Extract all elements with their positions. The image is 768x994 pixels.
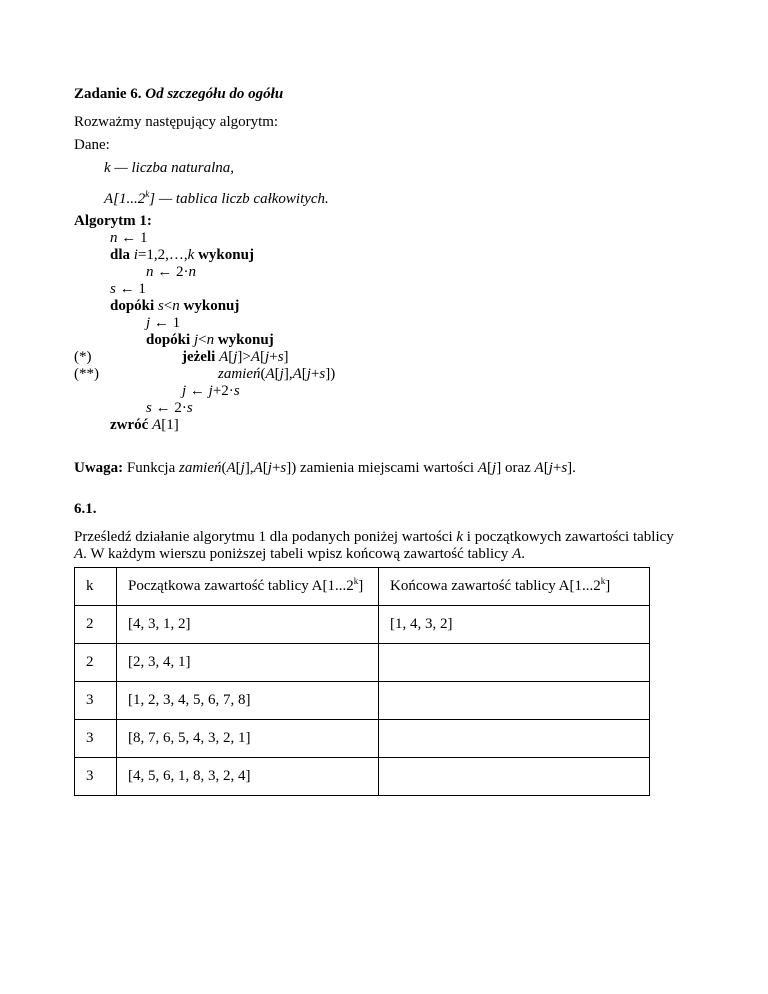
given-k: k — liczba naturalna, [104,160,234,176]
note-text: zamienia miejscami wartości [296,460,478,476]
algo-var: j [279,366,284,382]
algo-keyword: wykonuj [194,247,254,263]
algo-var: s [186,400,193,416]
note-text: Funkcja [123,460,179,476]
algo-text: ← 2· [153,264,189,280]
algo-var: A [219,349,229,365]
algo-var: j [233,349,238,365]
algo-keyword: dopóki [146,332,194,348]
algo-text: ], [283,366,293,382]
algo-text: [ [228,349,234,365]
section-number: 6.1. [74,501,97,517]
algo-var: s [319,366,326,382]
note [74,459,576,477]
algo-line-12 [110,416,179,434]
algo-var: A [250,349,261,365]
algo-text: ← 1 [117,230,148,246]
table-row [75,606,650,644]
cell-k: 2 [75,644,117,682]
cell-k: 3 [75,758,117,796]
algo-line-7 [146,331,274,349]
section-text: . [521,546,525,562]
algo-keyword: dla [110,247,134,263]
note-text: ], [244,460,254,476]
header-initial-end: ] [358,578,364,594]
algo-line-11 [146,399,193,417]
algo-text: + [310,366,320,382]
given-array-suffix: ] — tablica liczb całkowitych. [149,191,329,207]
task-heading [74,85,283,103]
algo-keyword: jeżeli [182,349,220,365]
cell-k: 3 [75,682,117,720]
section-text: . W każdym wierszu poniższej tabeli wpisz końcową zawartość tablicy [83,546,513,562]
algo-line-5 [110,297,239,315]
cell-initial: [8, 7, 6, 5, 4, 3, 2, 1] [117,720,379,758]
algo-text: ] [283,349,289,365]
cell-initial: [4, 3, 1, 2] [117,606,379,644]
algo-text: [ [274,366,280,382]
algo-text: < [198,332,207,348]
cell-final[interactable] [379,644,650,682]
note-text: ]) [286,460,297,476]
algo-var: s [277,349,284,365]
table-header-row [75,568,650,606]
cell-final[interactable]: [1, 4, 3, 2] [379,606,650,644]
algo-var: j [265,349,270,365]
header-final-end: ] [605,578,611,594]
algo-var: A [292,366,302,382]
note-var: j [267,460,272,476]
algo-var: n [206,332,215,348]
algo-text: ← 1 [115,281,146,297]
header-final [379,568,650,606]
intro-text: Rozważmy następujący algorytm: [74,114,279,130]
given-array-prefix: A[1...2 [104,191,146,207]
given-array [104,190,329,208]
header-initial-sup: k [353,576,359,586]
algo-marker-double-star: (**) [74,366,99,382]
algo-text: [ [260,349,266,365]
table-row [75,720,650,758]
algo-text: ← 1 [150,315,181,331]
algo-var: n [188,264,196,280]
note-text: [ [543,460,549,476]
algo-var: k [187,247,195,263]
cell-initial: [1, 2, 3, 4, 5, 6, 7, 8] [117,682,379,720]
algo-var: j [208,383,213,399]
note-function: zamień [179,460,222,476]
algo-var: i [133,247,138,263]
cell-k: 2 [75,606,117,644]
algo-text: ]> [237,349,251,365]
note-var: s [561,460,568,476]
note-var: A [226,460,236,476]
cell-k: 3 [75,720,117,758]
algo-text: + [269,349,278,365]
algo-line-9 [218,365,335,383]
given-array-sup: k [145,189,150,199]
algo-var: j [306,366,311,382]
note-var: j [548,460,553,476]
table-row [75,682,650,720]
algo-line-6 [146,314,180,332]
section-paragraph-line-1 [74,528,674,546]
section-var: k [456,529,464,545]
algorithm-title: Algorytm 1: [74,213,152,229]
algo-keyword: wykonuj [214,332,274,348]
cell-final[interactable] [379,758,650,796]
algo-text: ← [186,383,209,399]
section-var: A [74,546,84,562]
task-title: Od szczegółu do ogółu [145,86,284,102]
section-paragraph-line-2 [74,545,525,563]
algo-var: n [172,298,180,314]
note-text: + [552,460,562,476]
header-initial-text: Początkowa zawartość tablicy A[1...2 [128,578,354,594]
algo-line-8 [182,348,289,366]
algo-var: n [146,264,154,280]
algo-line-3 [146,263,196,281]
algo-keyword: dopóki [110,298,158,314]
header-k: k [75,568,117,606]
note-text: ( [221,460,227,476]
note-var: s [280,460,287,476]
table-row [75,644,650,682]
algo-var: s [157,298,164,314]
algo-text: ← 2· [151,400,187,416]
note-var: A [253,460,263,476]
task-number: Zadanie 6. [74,86,142,102]
note-text: [ [262,460,268,476]
note-label: Uwaga: [74,460,124,476]
note-text: [ [487,460,493,476]
cell-final[interactable] [379,682,650,720]
algo-marker-star: (*) [74,349,92,365]
note-var: j [492,460,497,476]
note-text: + [271,460,281,476]
algo-function: zamień [218,366,261,382]
algo-var: n [110,230,118,246]
algo-var: s [110,281,116,297]
algo-text: < [163,298,173,314]
cell-initial: [4, 5, 6, 1, 8, 3, 2, 4] [117,758,379,796]
algo-var: A [152,417,162,433]
table-row [75,758,650,796]
note-text: ] [496,460,502,476]
header-final-text: Końcowa zawartość tablicy A[1...2 [390,578,601,594]
algo-var: j [193,332,199,348]
algo-line-10 [182,382,240,400]
algo-var: A [265,366,275,382]
trace-table [74,567,650,796]
algo-text: ( [260,366,266,382]
algo-line-1 [110,229,148,247]
algo-var: j [146,315,151,331]
section-text: i początkowych zawartości tablicy [463,529,674,545]
note-text: ]. [567,460,576,476]
header-initial [117,568,379,606]
algo-text: ]) [325,366,336,382]
algo-var: s [233,383,240,399]
note-var: A [534,460,544,476]
note-text: oraz [501,460,535,476]
algo-line-2 [110,246,254,264]
note-text: [ [235,460,241,476]
algo-var: s [146,400,152,416]
cell-initial: [2, 3, 4, 1] [117,644,379,682]
algo-text: =1,2,…, [137,247,188,263]
section-var: A [512,546,522,562]
algo-text: [1] [161,417,179,433]
note-var: j [240,460,245,476]
cell-final[interactable] [379,720,650,758]
algo-keyword: zwróć [110,417,153,433]
note-var: A [477,460,488,476]
algo-text: +2· [212,383,234,399]
algo-line-4 [110,280,146,298]
algo-keyword: wykonuj [179,298,240,314]
section-text: Prześledź działanie algorytmu 1 dla podanych poniżej wartości [74,529,457,545]
header-final-sup: k [600,576,606,586]
given-label: Dane: [74,137,110,153]
algo-var: j [182,383,187,399]
algo-text: [ [301,366,307,382]
